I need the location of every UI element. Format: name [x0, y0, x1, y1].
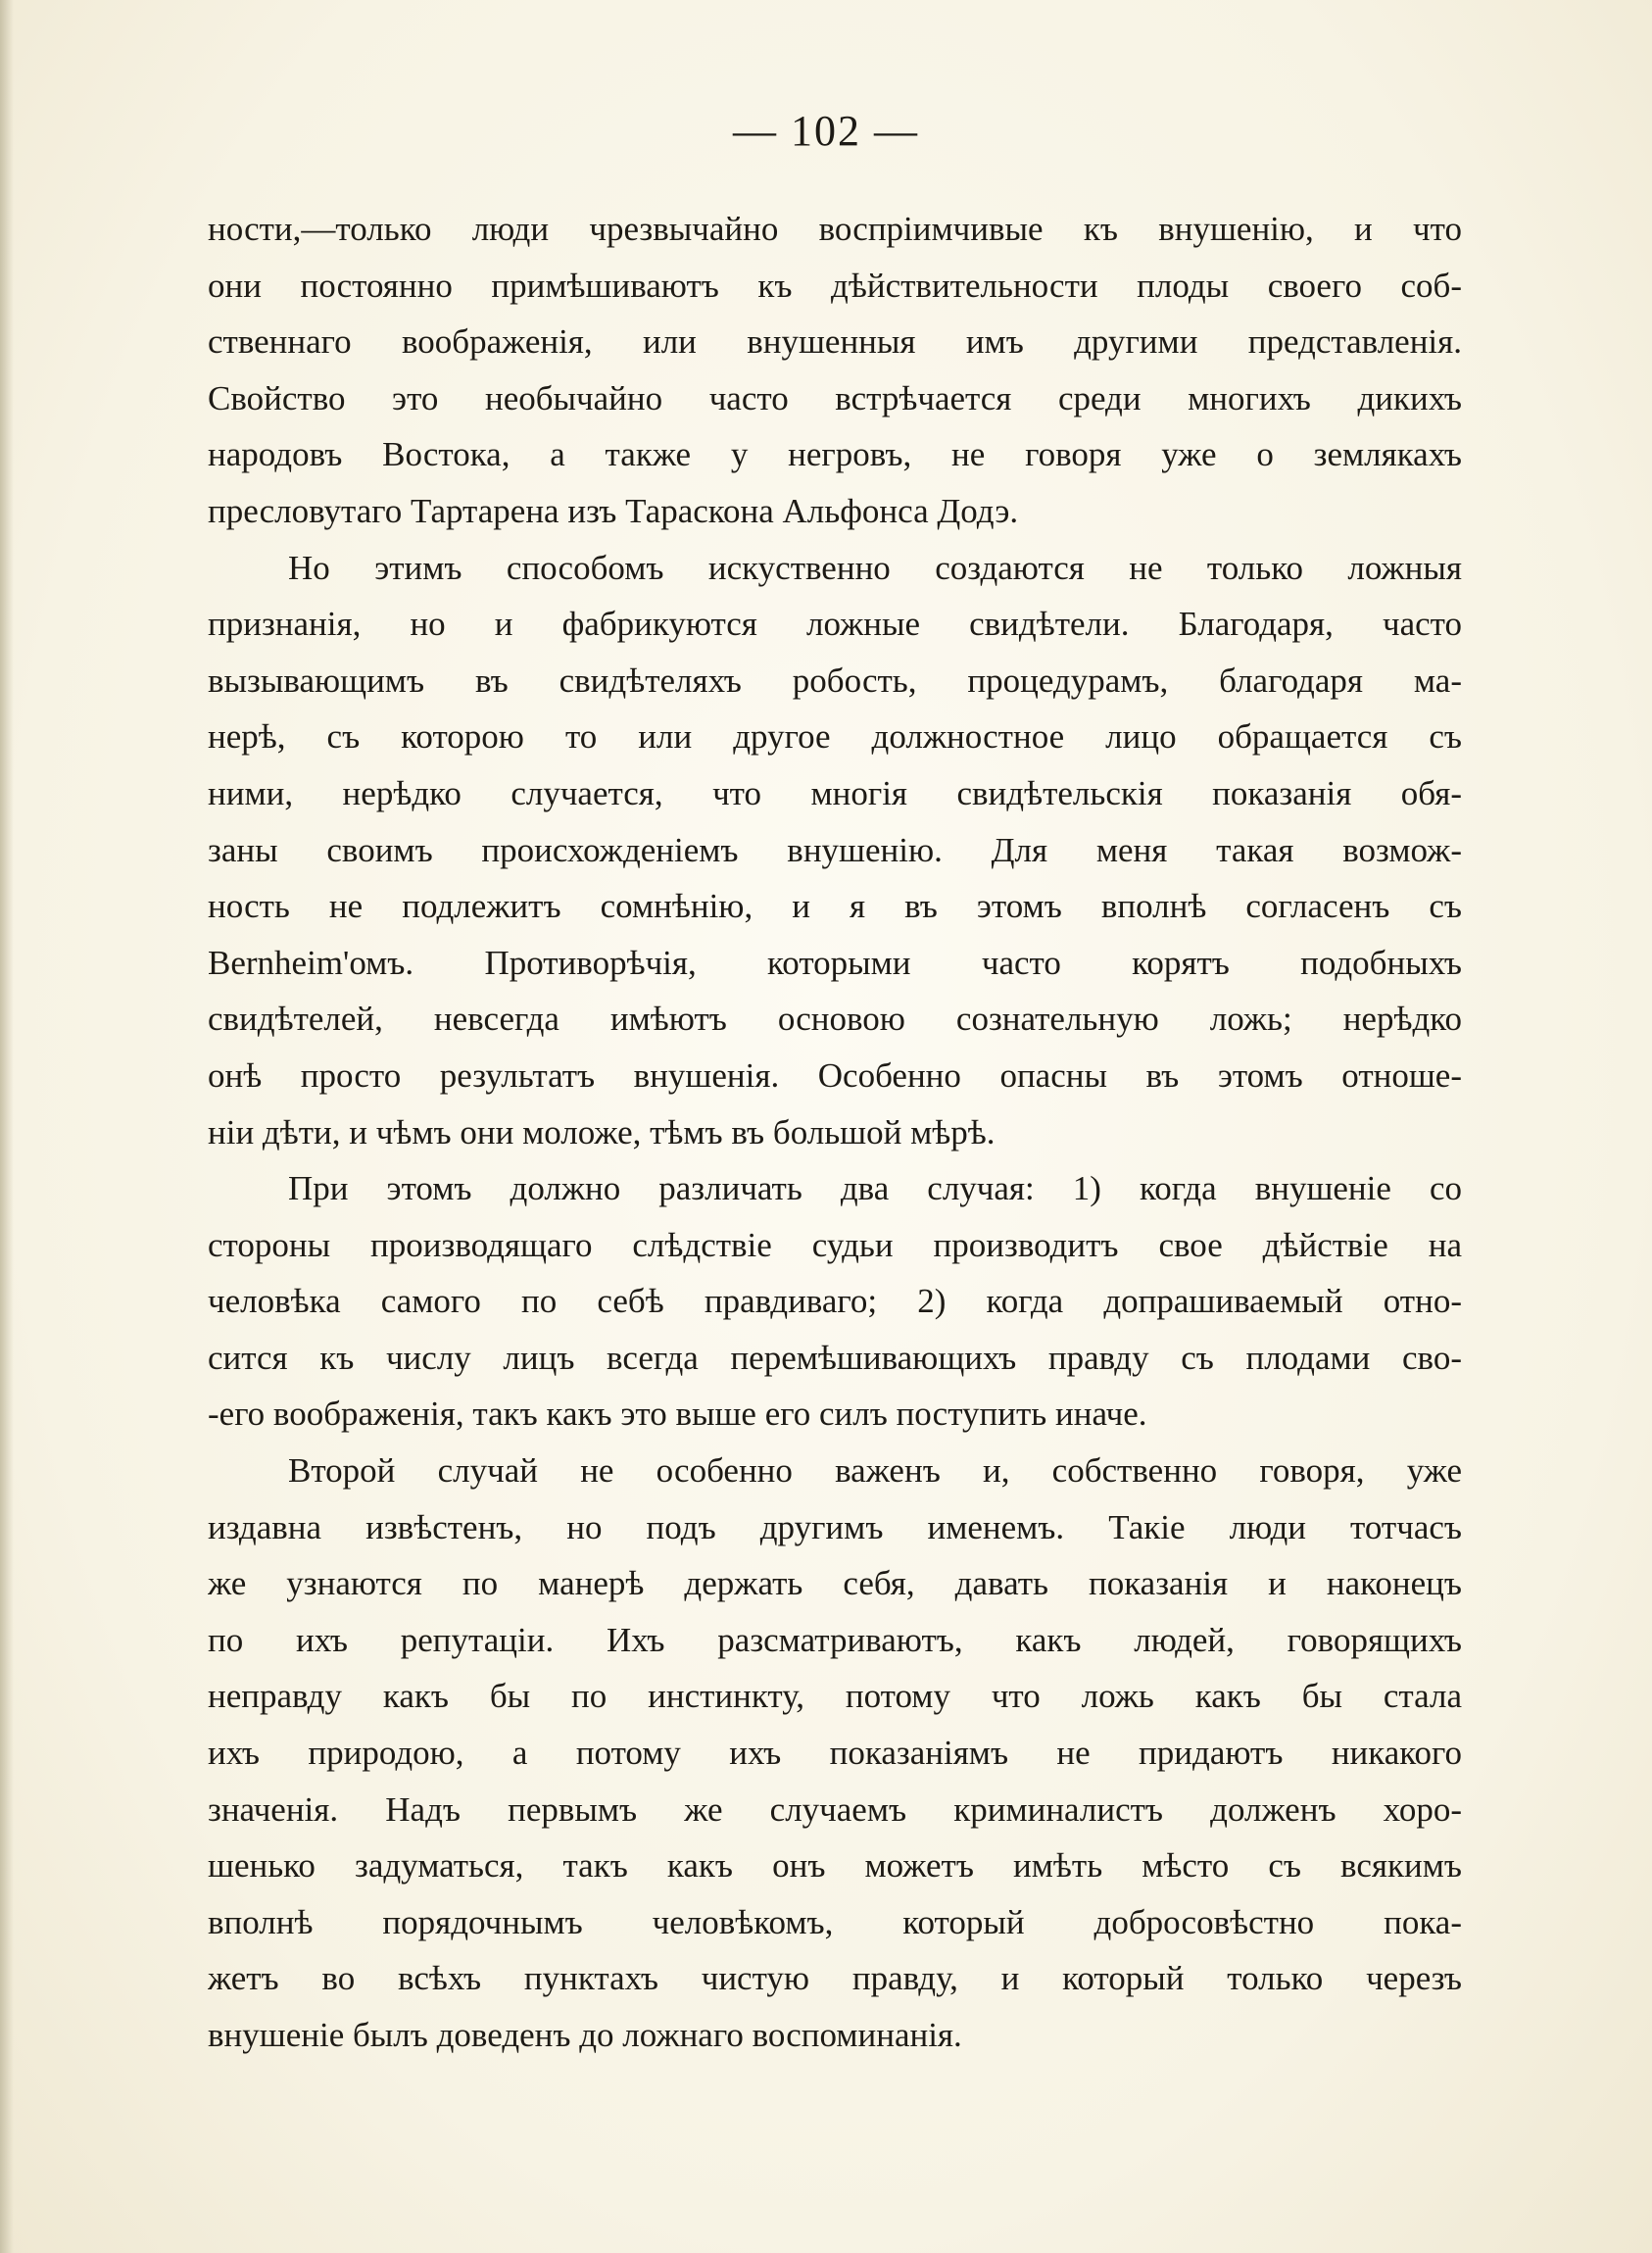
text-line: же узнаются по манерѣ держать себя, давать показанія и наконецъ: [208, 1564, 1462, 1603]
text-line: нерѣ, съ которою то или другое должностное лицо обращается съ: [208, 717, 1462, 757]
text-line: пресловутаго Тартарена изъ Тараскона Альфонса Додэ.: [208, 491, 1019, 530]
paragraph: [208, 1160, 1462, 1443]
text-line: ственнаго воображенія, или внушенныя имъ другими представленія.: [208, 322, 1462, 362]
text-line: свидѣтелей, невсегда имѣютъ основою сознательную ложь; нерѣдко: [208, 1000, 1462, 1039]
text-line: -его воображенія, такъ какъ это выше его силъ поступить иначе.: [208, 1395, 1147, 1434]
paragraph: [208, 201, 1462, 540]
text-line: Свойство это необычайно часто встрѣчается среди многихъ дикихъ: [208, 378, 1462, 417]
paragraph: [208, 1443, 1462, 2064]
body-text: [208, 201, 1462, 2064]
text-line: они постоянно примѣшиваютъ къ дѣйствительности плоды своего соб-: [208, 266, 1462, 305]
text-line: неправду какъ бы по инстинкту, потому что ложь какъ бы стала: [208, 1677, 1462, 1716]
text-line: стороны производящаго слѣдствіе судьи производитъ свое дѣйствіе на: [208, 1225, 1462, 1264]
text-line: ними, нерѣдко случается, что многія свидѣтельскія показанія обя-: [208, 773, 1462, 812]
paragraph: [208, 540, 1462, 1161]
text-line: ихъ природою, а потому ихъ показаніямъ не придаютъ никакого: [208, 1734, 1462, 1773]
text-line: ніи дѣти, и чѣмъ они моложе, тѣмъ въ большой мѣрѣ.: [208, 1112, 996, 1151]
text-line: признанія, но и фабрикуются ложные свидѣтели. Благодаря, часто: [208, 605, 1462, 644]
page-edge-shadow: [0, 0, 14, 2253]
text-line: ность не подлежитъ сомнѣнію, и я въ этомъ вполнѣ согласенъ съ: [208, 887, 1462, 926]
text-line: издавна извѣстенъ, но подъ другимъ именемъ. Такіе люди тотчасъ: [208, 1507, 1462, 1546]
text-line: онѣ просто результатъ внушенія. Особенно опасны въ этомъ отноше-: [208, 1055, 1462, 1095]
text-line: вызывающимъ въ свидѣтеляхъ робость, процедурамъ, благодаря ма-: [208, 661, 1462, 700]
text-line: сится къ числу лицъ всегда перемѣшивающихъ правду съ плодами сво-: [208, 1338, 1462, 1377]
text-line: внушеніе былъ доведенъ до ложнаго воспоминанія.: [208, 2016, 962, 2054]
text-line: заны своимъ происхожденіемъ внушенію. Для меня такая возмож-: [208, 830, 1462, 869]
text-line: ности,—только люди чрезвычайно воспріимчивые къ внушенію, и что: [208, 210, 1462, 248]
text-line: шенько задуматься, такъ какъ онъ можетъ имѣть мѣсто съ всякимъ: [208, 1846, 1462, 1886]
text-line: народовъ Востока, а также у негровъ, не говоря уже о землякахъ: [208, 435, 1462, 474]
text-line: Bernheim'омъ. Противорѣчія, которыми часто корятъ подобныхъ: [208, 943, 1462, 982]
text-line: При этомъ должно различать два случая: 1) когда внушеніе со: [288, 1169, 1462, 1208]
text-line: вполнѣ порядочнымъ человѣкомъ, который добросовѣстно пока-: [208, 1902, 1462, 1941]
text-line: Но этимъ способомъ искуственно создаются не только ложныя: [288, 548, 1462, 587]
page-number: — 102 —: [733, 107, 919, 155]
text-line: человѣка самого по себѣ правдиваго; 2) когда допрашиваемый отно-: [208, 1282, 1462, 1321]
text-line: по ихъ репутаціи. Ихъ разсматриваютъ, какъ людей, говорящихъ: [208, 1620, 1462, 1659]
text-line: жетъ во всѣхъ пунктахъ чистую правду, и который только черезъ: [208, 1959, 1462, 1998]
text-line: значенія. Надъ первымъ же случаемъ криминалистъ долженъ хоро-: [208, 1789, 1462, 1829]
text-line: Второй случай не особенно важенъ и, собственно говоря, уже: [288, 1451, 1462, 1491]
